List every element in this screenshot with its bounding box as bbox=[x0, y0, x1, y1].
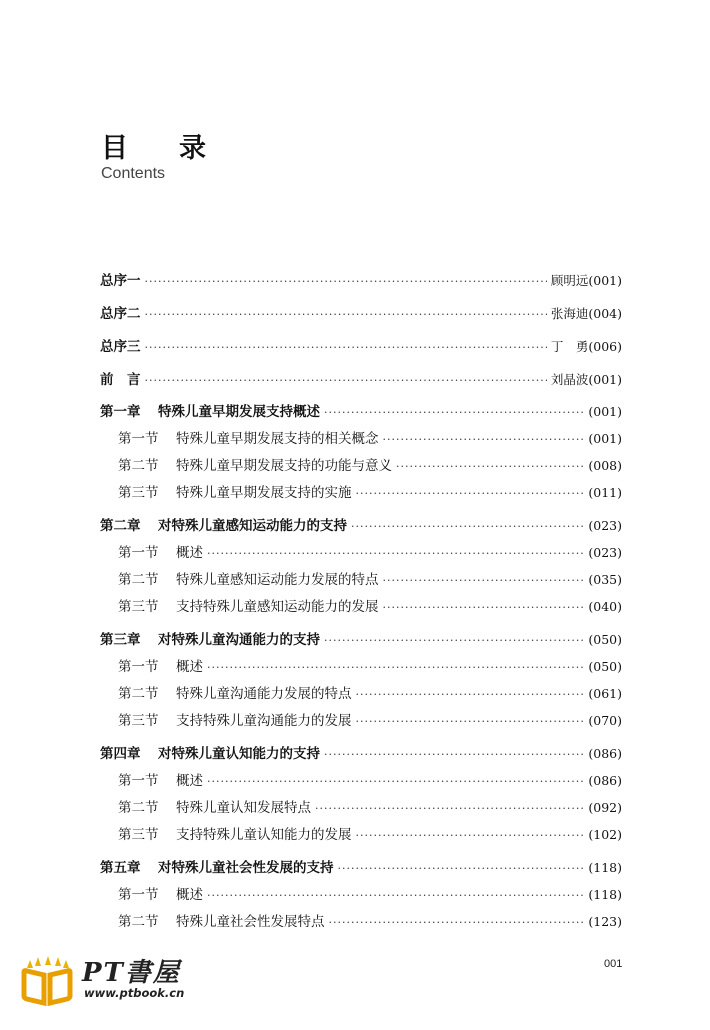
dot-leader bbox=[207, 657, 584, 679]
toc-entry-preface[interactable] bbox=[100, 303, 622, 325]
toc-entry-label bbox=[118, 911, 325, 933]
toc-entry-section[interactable] bbox=[118, 911, 622, 933]
page-ref: (092) bbox=[588, 800, 622, 815]
section-title: 支持特殊儿童沟通能力的发展 bbox=[176, 713, 352, 729]
section-number: 第二节 bbox=[118, 800, 159, 816]
toc-entry-label bbox=[118, 884, 203, 906]
dot-leader bbox=[324, 744, 584, 766]
chapter-number: 第四章 bbox=[100, 746, 141, 762]
toc-entry-label: 总序二 bbox=[100, 306, 141, 322]
toc-entry-section[interactable] bbox=[118, 455, 622, 477]
page-ref: (004) bbox=[588, 306, 622, 321]
page-ref: (070) bbox=[588, 713, 622, 728]
toc-entry-label bbox=[118, 824, 352, 846]
toc-entry-right bbox=[588, 797, 622, 819]
dot-leader bbox=[207, 885, 584, 907]
toc-entry-right bbox=[588, 515, 622, 537]
toc-entry-label bbox=[100, 743, 320, 765]
toc-entry-preface[interactable] bbox=[100, 369, 622, 391]
toc-entry-label: 总序一 bbox=[100, 273, 141, 289]
page-ref: (001) bbox=[588, 273, 622, 288]
chapter-number: 第一章 bbox=[100, 404, 141, 420]
dot-leader bbox=[383, 429, 585, 451]
page-ref: (086) bbox=[588, 746, 622, 761]
page-number: 001 bbox=[604, 958, 623, 970]
toc-entry-section[interactable] bbox=[118, 482, 622, 504]
toc-entry-label bbox=[100, 401, 320, 423]
toc-entry-right bbox=[588, 770, 622, 792]
toc-entry-section[interactable] bbox=[118, 569, 622, 591]
dot-leader bbox=[324, 402, 584, 424]
dot-leader bbox=[338, 858, 585, 880]
dot-leader bbox=[396, 456, 584, 478]
dot-leader bbox=[207, 543, 584, 565]
page-ref: (035) bbox=[588, 572, 622, 587]
section-title: 特殊儿童认知发展特点 bbox=[176, 800, 312, 816]
toc-entry-right bbox=[551, 369, 622, 391]
section-title: 概述 bbox=[176, 887, 204, 903]
section-title: 概述 bbox=[176, 545, 204, 561]
section-title: 特殊儿童感知运动能力发展的特点 bbox=[176, 572, 379, 588]
toc-entry-right bbox=[588, 629, 622, 651]
toc-entry-section[interactable] bbox=[118, 596, 622, 618]
author-name: 顾明远 bbox=[550, 273, 589, 288]
toc-entry-section[interactable] bbox=[118, 656, 622, 678]
toc-entry-right bbox=[588, 428, 622, 450]
logo-text: PT書屋 bbox=[82, 958, 181, 988]
chapter-number: 第五章 bbox=[100, 860, 141, 876]
section-number: 第二节 bbox=[118, 572, 159, 588]
page-ref: (102) bbox=[588, 827, 622, 842]
toc-entry-right bbox=[588, 743, 622, 765]
chapter-number: 第二章 bbox=[100, 518, 141, 534]
toc-entry-right bbox=[588, 455, 622, 477]
page-ref: (050) bbox=[588, 659, 622, 674]
page-ref: (006) bbox=[588, 339, 622, 354]
section-number: 第一节 bbox=[118, 545, 159, 561]
toc-entry-section[interactable] bbox=[118, 542, 622, 564]
page-ref: (001) bbox=[588, 372, 622, 387]
section-title: 特殊儿童早期发展支持的相关概念 bbox=[176, 431, 379, 447]
toc-entry-label: 前 言 bbox=[100, 372, 141, 388]
section-number: 第一节 bbox=[118, 773, 159, 789]
section-title: 特殊儿童早期发展支持的功能与意义 bbox=[176, 458, 393, 474]
dot-leader bbox=[145, 337, 547, 359]
section-title: 特殊儿童早期发展支持的实施 bbox=[176, 485, 352, 501]
toc-entry-right bbox=[588, 710, 622, 732]
toc-entry-right bbox=[588, 824, 622, 846]
page-title: 目 录 bbox=[101, 133, 218, 164]
toc-entry-label bbox=[118, 482, 352, 504]
section-title: 支持特殊儿童感知运动能力的发展 bbox=[176, 599, 379, 615]
toc-entry-right bbox=[588, 569, 622, 591]
toc-entry-label bbox=[118, 569, 379, 591]
toc-entry-section[interactable] bbox=[118, 797, 622, 819]
section-number: 第二节 bbox=[118, 458, 159, 474]
toc-entry-section[interactable] bbox=[118, 428, 622, 450]
section-number: 第三节 bbox=[118, 827, 159, 843]
toc-entry-right bbox=[588, 857, 622, 879]
dot-leader bbox=[383, 570, 585, 592]
chapter-title: 对特殊儿童感知运动能力的支持 bbox=[158, 518, 348, 534]
page-ref: (123) bbox=[588, 914, 622, 929]
section-number: 第三节 bbox=[118, 713, 159, 729]
dot-leader bbox=[356, 825, 585, 847]
dot-leader bbox=[356, 684, 585, 706]
toc-entry-right bbox=[588, 911, 622, 933]
toc-entry-section[interactable] bbox=[118, 884, 622, 906]
toc-entry-section[interactable] bbox=[118, 824, 622, 846]
dot-leader bbox=[356, 711, 585, 733]
dot-leader bbox=[145, 271, 547, 293]
toc-entry-label bbox=[118, 683, 352, 705]
dot-leader bbox=[324, 630, 584, 652]
toc-entry-chapter[interactable] bbox=[100, 743, 622, 765]
author-name: 张海迪 bbox=[550, 306, 589, 321]
page-ref: (023) bbox=[588, 545, 622, 560]
section-title: 特殊儿童沟通能力发展的特点 bbox=[176, 686, 352, 702]
page-ref: (011) bbox=[588, 485, 622, 500]
page-ref: (008) bbox=[588, 458, 622, 473]
toc-entry-label bbox=[118, 710, 352, 732]
author-name: 丁 勇 bbox=[550, 339, 589, 354]
toc-entry-right bbox=[551, 270, 622, 292]
section-number: 第二节 bbox=[118, 914, 159, 930]
toc-entry-chapter[interactable] bbox=[100, 857, 622, 879]
toc-entry-section[interactable] bbox=[118, 710, 622, 732]
section-title: 特殊儿童社会性发展特点 bbox=[176, 914, 325, 930]
toc-entry-chapter[interactable] bbox=[100, 515, 622, 537]
toc-entry-right bbox=[588, 596, 622, 618]
dot-leader bbox=[145, 370, 547, 392]
chapter-number: 第三章 bbox=[100, 632, 141, 648]
section-title: 概述 bbox=[176, 773, 204, 789]
page-ref: (061) bbox=[588, 686, 622, 701]
toc-entry-label bbox=[118, 455, 392, 477]
toc-entry-chapter[interactable] bbox=[100, 401, 622, 423]
section-number: 第三节 bbox=[118, 485, 159, 501]
toc-entry-right bbox=[588, 482, 622, 504]
page-ref: (001) bbox=[588, 404, 622, 419]
toc-entry-right bbox=[588, 401, 622, 423]
toc-entry-section[interactable] bbox=[118, 770, 622, 792]
toc-entry-label bbox=[118, 428, 379, 450]
toc-entry-label bbox=[118, 797, 311, 819]
page-ref: (118) bbox=[588, 860, 622, 875]
toc-entry-label bbox=[118, 542, 203, 564]
dot-leader bbox=[315, 798, 584, 820]
page-subtitle: Contents bbox=[101, 165, 166, 182]
section-number: 第一节 bbox=[118, 887, 159, 903]
section-number: 第二节 bbox=[118, 686, 159, 702]
toc-entry-right bbox=[588, 656, 622, 678]
dot-leader bbox=[351, 516, 584, 538]
author-name: 刘晶波 bbox=[550, 372, 589, 387]
toc-entry-chapter[interactable] bbox=[100, 629, 622, 651]
toc-heading bbox=[101, 134, 218, 183]
chapter-title: 特殊儿童早期发展支持概述 bbox=[158, 404, 321, 420]
dot-leader bbox=[383, 597, 585, 619]
chapter-title: 对特殊儿童认知能力的支持 bbox=[158, 746, 321, 762]
toc-entry-preface[interactable] bbox=[100, 336, 622, 358]
toc-entry-right bbox=[588, 542, 622, 564]
toc-entry-section[interactable] bbox=[118, 683, 622, 705]
toc-entry-right bbox=[588, 884, 622, 906]
page-ref: (023) bbox=[588, 518, 622, 533]
page-ref: (050) bbox=[588, 632, 622, 647]
dot-leader bbox=[356, 483, 585, 505]
toc-entry-right bbox=[551, 336, 622, 358]
chapter-title: 对特殊儿童沟通能力的支持 bbox=[158, 632, 321, 648]
section-number: 第一节 bbox=[118, 431, 159, 447]
dot-leader bbox=[207, 771, 584, 793]
publisher-logo bbox=[18, 948, 198, 1008]
toc-entry-label bbox=[118, 596, 379, 618]
toc-entry-label bbox=[100, 857, 334, 879]
dot-leader bbox=[145, 304, 547, 326]
toc-entry-right bbox=[588, 683, 622, 705]
chapter-title: 对特殊儿童社会性发展的支持 bbox=[158, 860, 334, 876]
page-ref: (040) bbox=[588, 599, 622, 614]
logo-url: www.ptbook.cn bbox=[84, 986, 185, 1000]
toc-entry-label bbox=[118, 656, 203, 678]
page-ref: (118) bbox=[588, 887, 622, 902]
section-title: 概述 bbox=[176, 659, 204, 675]
dot-leader bbox=[329, 912, 585, 934]
toc-entry-label bbox=[100, 515, 347, 537]
section-number: 第一节 bbox=[118, 659, 159, 675]
section-title: 支持特殊儿童认知能力的发展 bbox=[176, 827, 352, 843]
toc-entry-label: 总序三 bbox=[100, 339, 141, 355]
section-number: 第三节 bbox=[118, 599, 159, 615]
page-ref: (086) bbox=[588, 773, 622, 788]
toc-entry-preface[interactable] bbox=[100, 270, 622, 292]
toc-entry-label bbox=[118, 770, 203, 792]
page-ref: (001) bbox=[588, 431, 622, 446]
toc-entry-right bbox=[551, 303, 622, 325]
book-logo-icon bbox=[18, 956, 76, 1006]
toc-entry-label bbox=[100, 629, 320, 651]
